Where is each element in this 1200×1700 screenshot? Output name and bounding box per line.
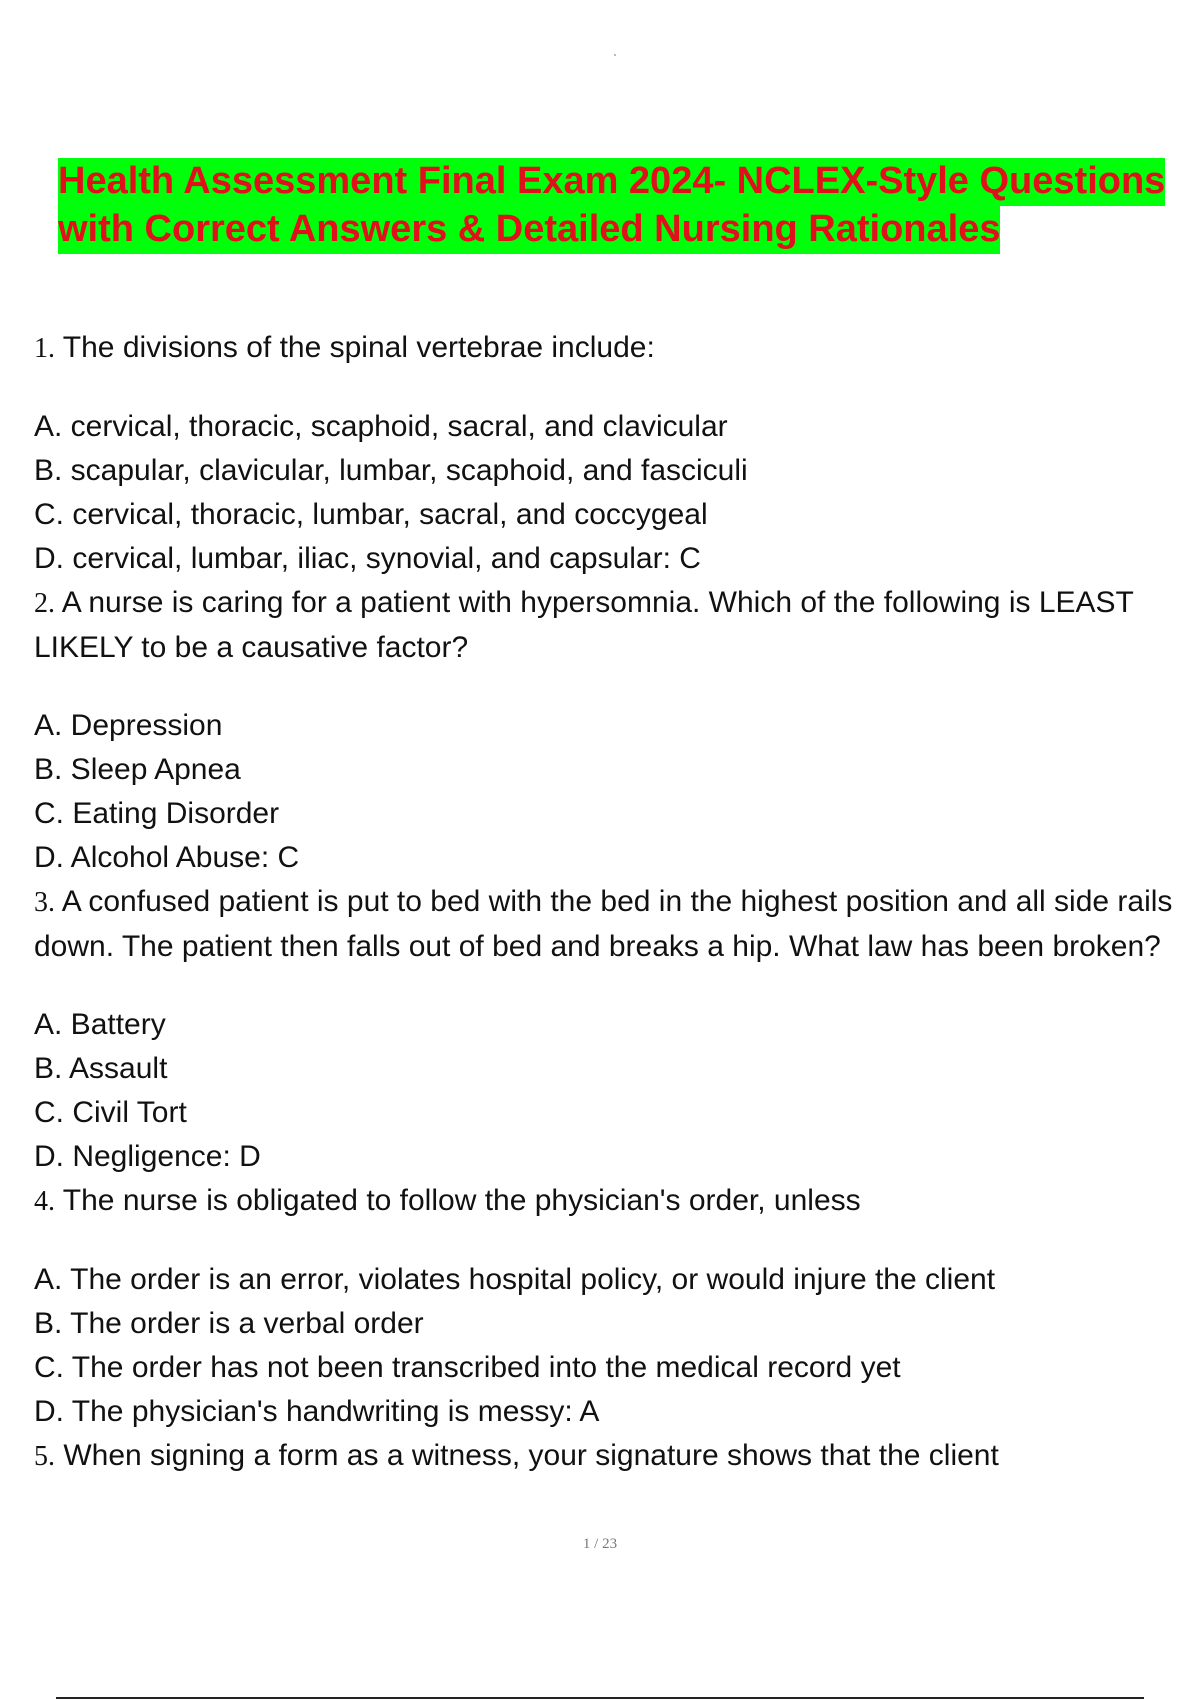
bottom-divider	[56, 1697, 1144, 1699]
page-indicator: 1 / 23	[582, 1536, 618, 1552]
question-text: A confused patient is put to bed with the bed in the highest position and all side rails down. The patient then falls out of bed and breaks a hip. What law has been broken?	[34, 885, 1173, 963]
question-text: When signing a form as a witness, your signature shows that the client	[63, 1439, 999, 1472]
question-5: 5. When signing a form as a witness, your signature shows that the client	[34, 1439, 999, 1472]
option: D. cervical, lumbar, iliac, synovial, and capsular: C	[34, 542, 701, 575]
title-line-2: with Correct Answers & Detailed Nursing Rationales	[58, 206, 1000, 254]
option: C. The order has not been transcribed into the medical record yet	[34, 1351, 901, 1384]
question-2: 2. A nurse is caring for a patient with hypersomnia. Which of the following is LEAST LIKELY to be a causative factor?	[34, 586, 1134, 664]
page-mark	[614, 54, 616, 56]
question-text: The divisions of the spinal vertebrae include:	[62, 331, 655, 364]
option: B. scapular, clavicular, lumbar, scaphoid, and fasciculi	[34, 454, 748, 487]
question-1: 1. The divisions of the spinal vertebrae include:	[34, 331, 655, 364]
question-4: 4. The nurse is obligated to follow the physician's order, unless	[34, 1184, 861, 1217]
option: B. Sleep Apnea	[34, 753, 241, 786]
question-3: 3. A confused patient is put to bed with the bed in the highest position and all side rails down. The patient then falls out of bed and breaks a hip. What law has been broken?	[34, 885, 1173, 963]
option: A. cervical, thoracic, scaphoid, sacral, and clavicular	[34, 410, 728, 443]
option: A. Depression	[34, 709, 223, 742]
option: C. Civil Tort	[34, 1096, 187, 1129]
option: D. Negligence: D	[34, 1140, 261, 1173]
option: B. The order is a verbal order	[34, 1307, 424, 1340]
question-list	[34, 326, 1174, 1479]
question-text: The nurse is obligated to follow the physician's order, unless	[62, 1184, 861, 1217]
option: A. The order is an error, violates hospital policy, or would injure the client	[34, 1263, 996, 1296]
option: C. Eating Disorder	[34, 797, 280, 830]
option: C. cervical, thoracic, lumbar, sacral, and coccygeal	[34, 498, 708, 531]
document-title	[58, 158, 1200, 254]
option: A. Battery	[34, 1008, 166, 1041]
title-line-1: Health Assessment Final Exam 2024- NCLEX-Style Questions	[58, 158, 1165, 206]
option: D. Alcohol Abuse: C	[34, 841, 300, 874]
option: D. The physician's handwriting is messy: A	[34, 1395, 600, 1428]
question-text: A nurse is caring for a patient with hypersomnia. Which of the following is LEAST LIKELY to be a causative factor?	[34, 586, 1134, 664]
option: B. Assault	[34, 1052, 168, 1085]
